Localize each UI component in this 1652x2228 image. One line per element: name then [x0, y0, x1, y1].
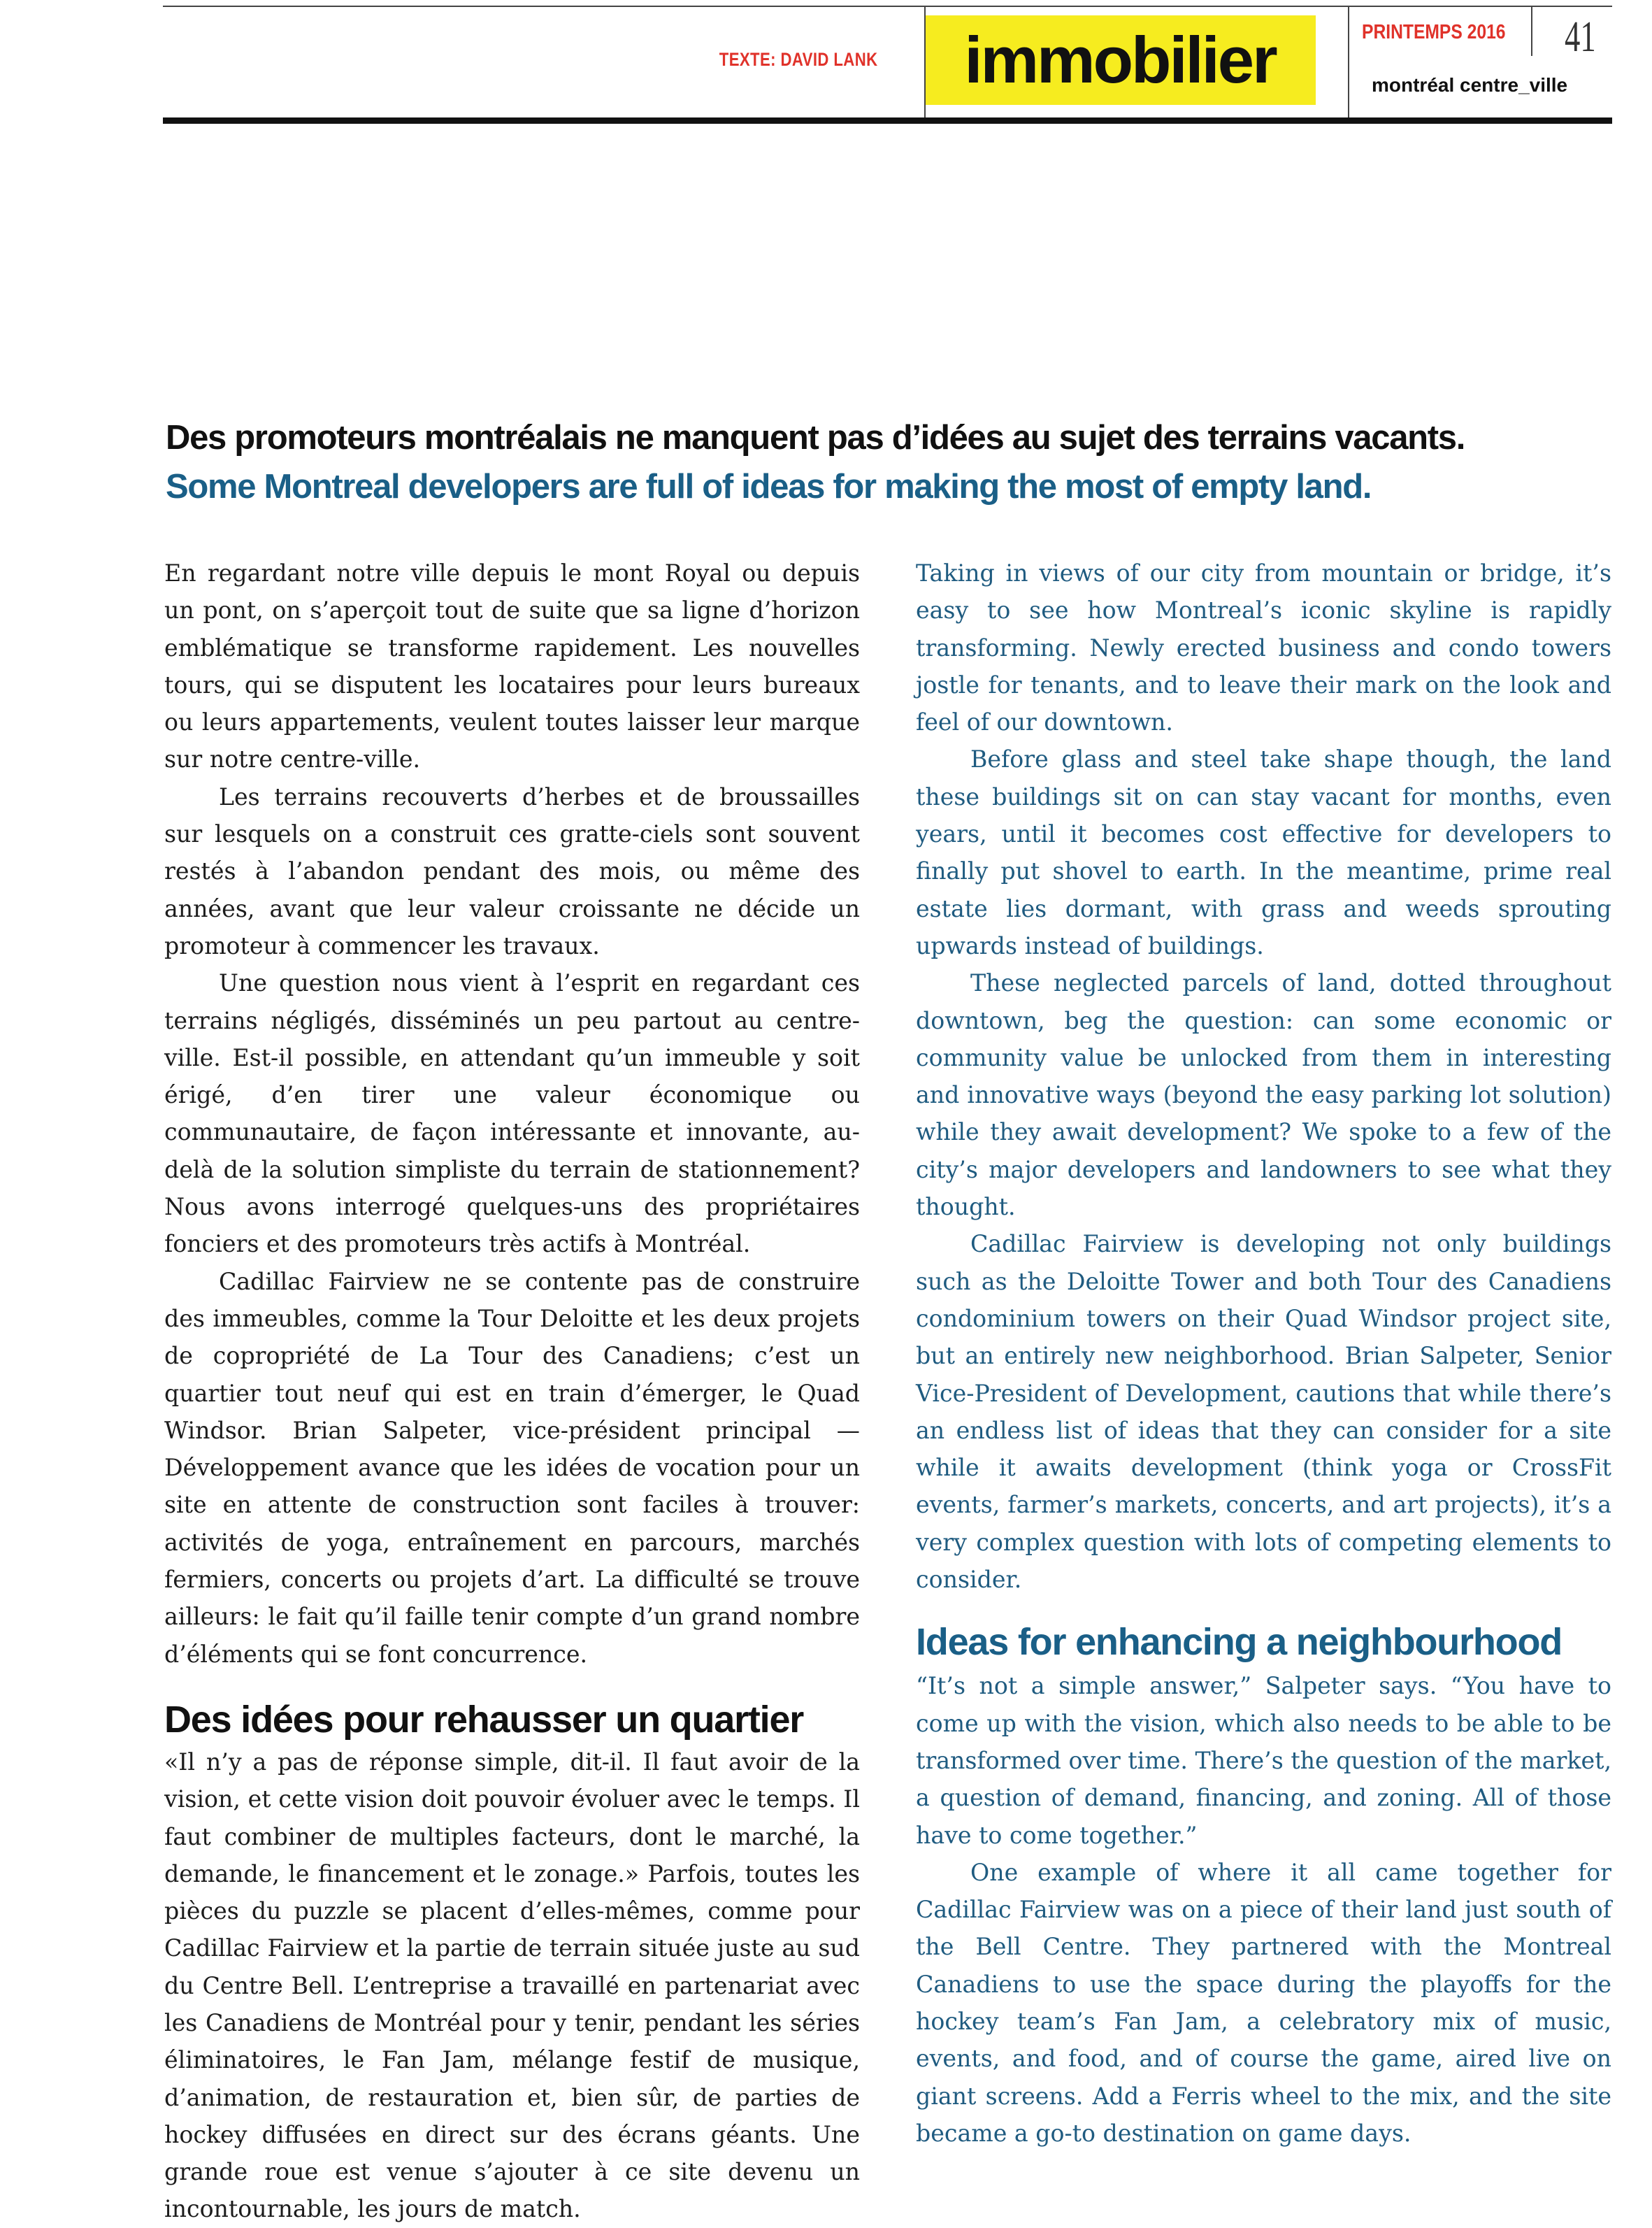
paragraph: Before glass and steel take shape though, the land these buildings sit on can stay vacant for months, even years, until it becomes cost effective for developers to finally put shovel to earth. In the meantime, prime real estate lies dormant, with grass and weeds sprouting upwards instead of buildings.: [916, 745, 1611, 959]
author-credit: TEXTE: DAVID LANK: [719, 49, 877, 70]
brand-logo: [924, 15, 1316, 105]
paragraph: Cadillac Fairview is developing not only buildings such as the Deloitte Tower and both Tour des Canadiens condominium towers on their Quad Windsor project site, but an entirely new neighborhood. Brian Salpeter, Senior Vice-President of Development, cautions that while there’s an endless list of ideas that they can consider for a site while it awaits development (think yoga or CrossFit events, farmer’s markets, concerts, and art projects), it’s a very complex question with lots of competing elements to consider.: [916, 1230, 1611, 1594]
header-top-rule: [163, 6, 1612, 7]
paragraph: Taking in views of our city from mountain or bridge, it’s easy to see how Montreal’s iconic skyline is rapidly transforming. Newly erected business and condo towers jostle for tenants, and to leave their mark on the look and feel of our downtown.: [916, 559, 1611, 736]
subheading: Des idées pour rehausser un quartier: [164, 1698, 804, 1741]
paragraph: Cadillac Fairview ne se contente pas de construire des immeubles, comme la Tour Deloitte et les deux projets de copropriété de La Tour des Canadiens; c’est un quartier tout neuf qui est en train d’émerger, le Quad Windsor. Brian Salpeter, vice-président principal — Développement avance que les idées de vocation pour un site en attente de construction sont faciles à trouver: activités de yoga, entraînement en parcours, marchés fermiers, concerts ou projets d’art. La difficulté se trouve ailleurs: le fait qu’il faille tenir compte d’un grand nombre d’éléments qui se font concurrence.: [164, 1267, 860, 1668]
section-label: montréal centre_ville: [1372, 74, 1568, 96]
paragraph: These neglected parcels of land, dotted throughout downtown, beg the question: can some economic or community value be unlocked from them in interesting and innovative ways (beyond the easy parking lot solution) while they await development? We spoke to a few of the city’s major developers and landowners to see what they thought.: [916, 969, 1611, 1221]
deck-english: Some Montreal developers are full of ideas for making the most of empty land.: [166, 468, 1372, 506]
header-divider: [1531, 7, 1532, 56]
paragraph: «Il n’y a pas de réponse simple, dit-il. Il faut avoir de la vision, et cette vision doit pouvoir évoluer avec le temps. Il faut combiner de multiples facteurs, dont le marché, la demande, le financement et le zonage.» Parfois, toutes les pièces du puzzle se placent d’elles-mêmes, comme pour Cadillac Fairview et la partie de terrain située juste au sud du Centre Bell. L’entreprise a travaillé en partenariat avec les Canadiens de Montréal pour y tenir, pendant les séries éliminatoires, le Fan Jam, mélange festif de musique, d’animation, de restauration et, bien sûr, de parties de hockey diffusées en direct sur des écrans géants. Une grande roue est venue s’ajouter à ce site devenu un incontournable, les jours de match.: [164, 1748, 860, 2223]
header-divider: [1348, 7, 1349, 117]
header-divider: [924, 7, 926, 117]
paragraph: Les terrains recouverts d’herbes et de broussailles sur lesquels on a construit ces gratte-ciels sont souvent restés à l’abandon pendant des mois, ou même des années, avant que leur valeur croissante ne décide un promoteur à commencer les travaux.: [164, 783, 860, 959]
paragraph: “It’s not a simple answer,” Salpeter says. “You have to come up with the vision, which also needs to be able to be transformed over time. There’s the question of the market, a question of demand, financing, and zoning. All of those have to come together.”: [916, 1672, 1611, 1849]
french-column: [164, 555, 860, 2228]
subheading: Ideas for enhancing a neighbourhood: [916, 1621, 1563, 1664]
header-rule: [163, 117, 1612, 124]
issue-season: PRINTEMPS 2016: [1362, 21, 1506, 43]
deck-french: Des promoteurs montréalais ne manquent pas d’idées au sujet des terrains vacants.: [166, 419, 1465, 457]
page-number: 41: [1565, 13, 1596, 61]
brand-wordmark: immobilier: [964, 23, 1276, 97]
paragraph: One example of where it all came together for Cadillac Fairview was on a piece of their land just south of the Bell Centre. They partnered with the Montreal Canadiens to use the space during the playoffs for the hockey team’s Fan Jam, a celebratory mix of music, events, and food, and of course the game, aired live on giant screens. Add a Ferris wheel to the mix, and the site became a go-to destination on game days.: [916, 1858, 1611, 2147]
paragraph: Une question nous vient à l’esprit en regardant ces terrains négligés, disséminés un peu partout au centre-ville. Est-il possible, en attendant qu’un immeuble y soit érigé, d’en tirer une valeur économique ou communautaire, de façon intéressante et innovante, au-delà de la solution simpliste du terrain de stationnement? Nous avons interrogé quelques-uns des propriétaires fonciers et des promoteurs très actifs à Montréal.: [164, 969, 860, 1258]
english-column: [916, 555, 1611, 2152]
paragraph: En regardant notre ville depuis le mont Royal ou depuis un pont, on s’aperçoit tout de suite que sa ligne d’horizon emblématique se transforme rapidement. Les nouvelles tours, qui se disputent les locataires pour leurs bureaux ou leurs appartements, veulent toutes laisser leur marque sur notre centre-ville.: [164, 559, 860, 773]
